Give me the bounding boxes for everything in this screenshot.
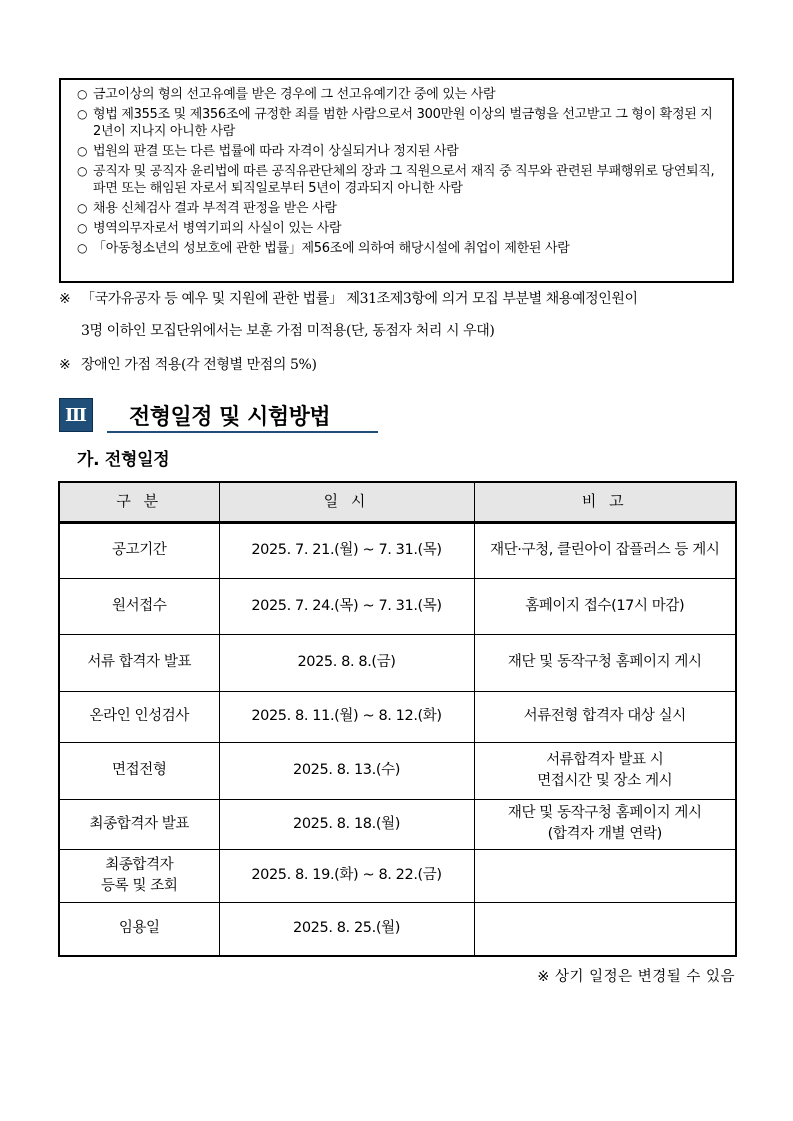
list-item: ○ 금고이상의 형의 선고유예를 받은 경우에 그 선고유예기간 중에 있는 사람 xyxy=(77,87,496,102)
table-row xyxy=(59,578,736,634)
subsection-title: 가. 전형일정 xyxy=(77,450,170,470)
circle-bullet-icon: ○ xyxy=(77,87,88,101)
circle-bullet-icon: ○ xyxy=(77,164,88,178)
note-veterans: ※ 「국가유공자 등 예우 및 지원에 관한 법률」 제31조제3항에 의거 모집 부분별 채용예정인원이 xyxy=(59,291,638,307)
cell-remark xyxy=(474,902,736,956)
list-item: ○ 공직자 및 공직자 윤리법에 따른 공직유관단체의 장과 그 직원으로서 재직 중 직무와 관련된 부패행위로 당연퇴직, 파면 또는 해임된 자로서 퇴직일로부터 5년이 경과되지 아니한 사람 xyxy=(77,164,715,196)
cell-category: 원서접수 xyxy=(59,578,219,634)
reference-mark: ※ xyxy=(59,357,71,373)
cell-remark: 서류합격자 발표 시 면접시간 및 장소 게시 xyxy=(474,742,736,799)
table-row xyxy=(59,799,736,849)
cell-category: 서류 합격자 발표 xyxy=(59,634,219,691)
note-disability: ※ 장애인 가점 적용(각 전형별 만점의 5%) xyxy=(59,357,317,373)
section-title: 전형일정 및 시험방법 xyxy=(129,404,331,430)
circle-bullet-icon: ○ xyxy=(77,241,88,255)
footer-note: ※ 상기 일정은 변경될 수 있음 xyxy=(537,969,735,985)
cell-category: 최종합격자 등록 및 조회 xyxy=(59,849,219,902)
cell-datetime: 2025. 8. 11.(월) ~ 8. 12.(화) xyxy=(219,691,474,742)
column-header-category: 구 분 xyxy=(59,482,219,522)
table-row xyxy=(59,742,736,799)
cell-datetime: 2025. 8. 25.(월) xyxy=(219,902,474,956)
table-row xyxy=(59,522,736,578)
schedule-table xyxy=(58,481,737,957)
cell-datetime: 2025. 7. 24.(목) ~ 7. 31.(목) xyxy=(219,578,474,634)
cell-category: 임용일 xyxy=(59,902,219,956)
section-header xyxy=(59,397,330,433)
cell-datetime: 2025. 7. 21.(월) ~ 7. 31.(목) xyxy=(219,522,474,578)
column-header-remark: 비 고 xyxy=(474,482,736,522)
cell-remark: 재단·구청, 클린아이 잡플러스 등 게시 xyxy=(474,522,736,578)
section-underline xyxy=(107,431,378,433)
table-row xyxy=(59,849,736,902)
cell-datetime: 2025. 8. 18.(월) xyxy=(219,799,474,849)
note-veterans-continued: 3명 이하인 모집단위에서는 보훈 가점 미적용(단, 동점자 처리 시 우대) xyxy=(81,323,495,339)
cell-category: 공고기간 xyxy=(59,522,219,578)
cell-datetime: 2025. 8. 8.(금) xyxy=(219,634,474,691)
cell-remark xyxy=(474,849,736,902)
list-item: ○ 병역의무자로서 병역기피의 사실이 있는 사람 xyxy=(77,221,342,236)
cell-datetime: 2025. 8. 19.(화) ~ 8. 22.(금) xyxy=(219,849,474,902)
cell-datetime: 2025. 8. 13.(수) xyxy=(219,742,474,799)
list-item: ○ 「아동청소년의 성보호에 관한 법률」제56조에 의하여 해당시설에 취업이 제한된 사람 xyxy=(77,241,570,256)
cell-remark: 재단 및 동작구청 홈페이지 게시 (합격자 개별 연락) xyxy=(474,799,736,849)
column-header-datetime: 일 시 xyxy=(219,482,474,522)
table-row xyxy=(59,902,736,956)
list-item: ○ 형법 제355조 및 제356조에 규정한 죄를 범한 사람으로서 300만원 이상의 벌금형을 선고받고 그 형이 확정된 지 2년이 지나지 아니한 사람 xyxy=(77,107,713,139)
circle-bullet-icon: ○ xyxy=(77,107,88,121)
reference-mark: ※ xyxy=(59,291,71,307)
section-number-badge: Ⅲ xyxy=(59,398,93,432)
circle-bullet-icon: ○ xyxy=(77,144,88,158)
cell-remark: 재단 및 동작구청 홈페이지 게시 xyxy=(474,634,736,691)
list-item: ○ 법원의 판결 또는 다른 법률에 따라 자격이 상실되거나 정지된 사람 xyxy=(77,144,459,159)
circle-bullet-icon: ○ xyxy=(77,221,88,235)
cell-remark: 홈페이지 접수(17시 마감) xyxy=(474,578,736,634)
list-item: ○ 채용 신체검사 결과 부적격 판정을 받은 사람 xyxy=(77,201,337,216)
cell-category: 최종합격자 발표 xyxy=(59,799,219,849)
cell-category: 온라인 인성검사 xyxy=(59,691,219,742)
table-row xyxy=(59,691,736,742)
cell-category: 면접전형 xyxy=(59,742,219,799)
disqualification-box xyxy=(59,78,734,283)
circle-bullet-icon: ○ xyxy=(77,201,88,215)
cell-remark: 서류전형 합격자 대상 실시 xyxy=(474,691,736,742)
table-header-row xyxy=(59,482,736,522)
table-row xyxy=(59,634,736,691)
